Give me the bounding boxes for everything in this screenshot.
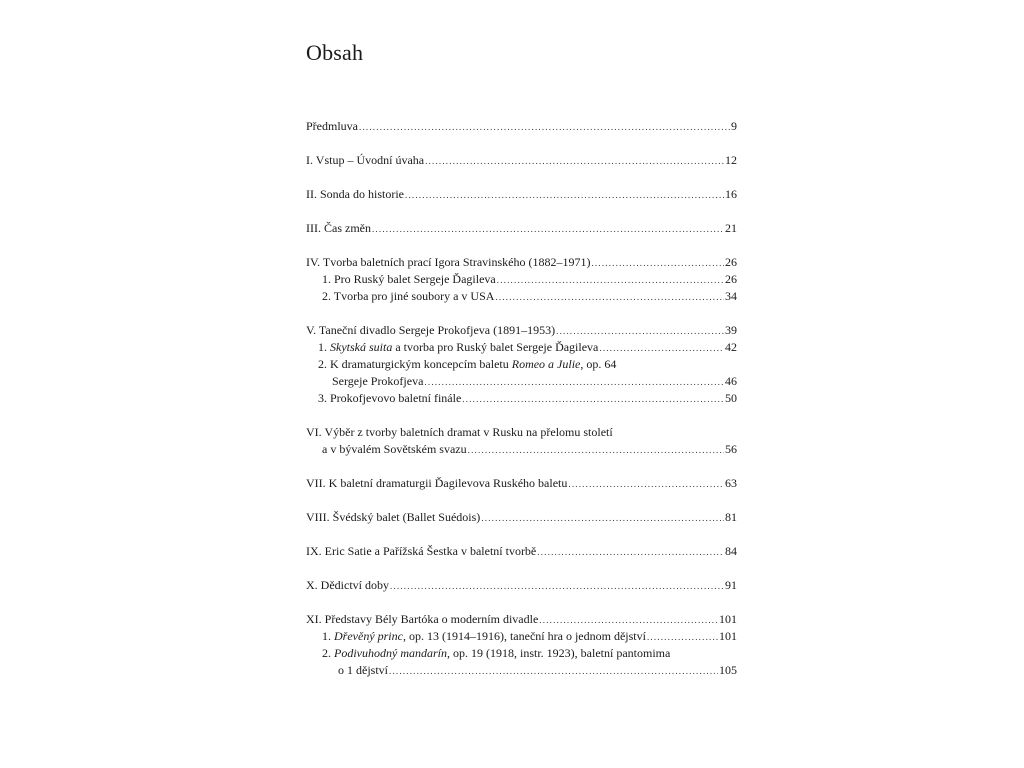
toc-entry-label: XI. Představy Bély Bartóka o moderním divadle	[306, 612, 539, 626]
toc-entry-chapter-6-cont[interactable]	[306, 441, 737, 458]
toc-entry-chapter-7[interactable]	[306, 475, 737, 492]
dot-leader	[591, 255, 724, 272]
dot-leader	[359, 119, 730, 136]
toc-page-number: 63	[725, 476, 737, 490]
dot-leader	[468, 442, 724, 459]
table-of-contents	[306, 118, 737, 679]
toc-entry-prefix: 2.	[322, 646, 334, 660]
toc-entry-label: 3. Prokofjevovo baletní finále	[318, 391, 462, 405]
toc-page-number: 46	[725, 374, 737, 388]
toc-entry-label: II. Sonda do historie	[306, 187, 404, 201]
toc-entry-chapter-4[interactable]	[306, 254, 737, 271]
toc-entry-label: Předmluva	[306, 119, 358, 133]
toc-page-number: 50	[725, 391, 737, 405]
toc-entry-rest: , op. 64	[580, 357, 617, 371]
toc-entry-label: a v bývalém Sovětském svazu	[322, 442, 467, 456]
toc-page-number: 26	[725, 255, 737, 269]
toc-entry-label: III. Čas změn	[306, 221, 371, 235]
toc-entry-work-title: Podivuhodný mandarín	[334, 646, 447, 660]
toc-page-number: 16	[725, 187, 737, 201]
toc-entry-label	[322, 645, 670, 662]
toc-entry-label: IX. Eric Satie a Pařížská Šestka v baletní tvorbě	[306, 544, 537, 558]
toc-entry-predmluva[interactable]	[306, 118, 737, 135]
toc-entry-chapter-3[interactable]	[306, 220, 737, 237]
toc-entry-label	[322, 628, 646, 645]
toc-entry-work-title: Dřevěný princ	[334, 629, 403, 643]
dot-leader	[568, 476, 724, 493]
toc-page-number: 101	[719, 612, 737, 626]
toc-entry-label: o 1 dějství	[338, 663, 388, 677]
toc-entry-work-title: Romeo a Julie	[511, 357, 581, 371]
toc-page-number: 12	[725, 153, 737, 167]
toc-entry-chapter-6[interactable]	[306, 424, 737, 441]
toc-page-number: 34	[725, 289, 737, 303]
toc-page-number: 91	[725, 578, 737, 592]
toc-entry-label: V. Taneční divadlo Sergeje Prokofjeva (1891–1953)	[306, 323, 556, 337]
toc-entry-label: I. Vstup – Úvodní úvaha	[306, 153, 425, 167]
toc-entry-chapter-5-2-cont[interactable]	[306, 373, 737, 390]
dot-leader	[537, 544, 724, 561]
toc-entry-label: 2. Tvorba pro jiné soubory a v USA	[322, 289, 495, 303]
toc-entry-prefix: 1.	[322, 629, 334, 643]
toc-entry-chapter-11-2-cont[interactable]	[306, 662, 737, 679]
toc-entry-label	[318, 356, 616, 373]
toc-entry-work-title: Skytská suita	[330, 340, 393, 354]
toc-entry-chapter-4-1[interactable]	[306, 271, 737, 288]
toc-entry-rest: , op. 19 (1918, instr. 1923), baletní pantomima	[447, 646, 671, 660]
toc-entry-chapter-11-2[interactable]	[306, 645, 737, 662]
toc-entry-label: VIII. Švédský balet (Ballet Suédois)	[306, 510, 481, 524]
dot-leader	[599, 340, 724, 357]
toc-page-number: 56	[725, 442, 737, 456]
toc-entry-prefix: 1.	[318, 340, 330, 354]
toc-page-number: 105	[719, 663, 737, 677]
toc-entry-chapter-10[interactable]	[306, 577, 737, 594]
toc-entry-rest: , op. 13 (1914–1916), taneční hra o jednom dějství	[402, 629, 646, 643]
toc-page-number: 101	[719, 629, 737, 643]
toc-entry-label: VI. Výběr z tvorby baletních dramat v Rusku na přelomu století	[306, 425, 613, 439]
dot-leader	[389, 663, 718, 680]
toc-entry-chapter-5-2[interactable]	[306, 356, 737, 373]
dot-leader	[481, 510, 724, 527]
dot-leader	[539, 612, 718, 629]
dot-leader	[462, 391, 724, 408]
dot-leader	[372, 221, 724, 238]
dot-leader	[425, 153, 724, 170]
toc-entry-chapter-1[interactable]	[306, 152, 737, 169]
toc-page-number: 9	[731, 119, 737, 133]
toc-entry-label	[318, 339, 598, 356]
toc-page-number: 26	[725, 272, 737, 286]
toc-entry-chapter-4-2[interactable]	[306, 288, 737, 305]
toc-page-number: 84	[725, 544, 737, 558]
page-title: Obsah	[306, 40, 364, 65]
toc-entry-rest: a tvorba pro Ruský balet Sergeje Ďagileva	[392, 340, 599, 354]
toc-entry-chapter-8[interactable]	[306, 509, 737, 526]
dot-leader	[424, 374, 724, 391]
toc-page-number: 21	[725, 221, 737, 235]
toc-entry-label: VII. K baletní dramaturgii Ďagilevova Ruského baletu	[306, 476, 568, 490]
toc-entry-chapter-5-3[interactable]	[306, 390, 737, 407]
toc-entry-label: 1. Pro Ruský balet Sergeje Ďagileva	[322, 272, 496, 286]
dot-leader	[390, 578, 724, 595]
toc-page-number: 39	[725, 323, 737, 337]
dot-leader	[405, 187, 724, 204]
dot-leader	[495, 289, 724, 306]
toc-entry-chapter-11[interactable]	[306, 611, 737, 628]
dot-leader	[556, 323, 724, 340]
toc-entry-chapter-9[interactable]	[306, 543, 737, 560]
dot-leader	[647, 629, 718, 646]
toc-entry-chapter-5-1[interactable]	[306, 339, 737, 356]
toc-entry-chapter-5[interactable]	[306, 322, 737, 339]
toc-entry-chapter-11-1[interactable]	[306, 628, 737, 645]
toc-entry-label: X. Dědictví doby	[306, 578, 389, 592]
toc-page-number: 42	[725, 340, 737, 354]
toc-entry-label: Sergeje Prokofjeva	[332, 374, 424, 388]
toc-page-number: 81	[725, 510, 737, 524]
dot-leader	[497, 272, 724, 289]
toc-entry-prefix: 2. K dramaturgickým koncepcím baletu	[318, 357, 512, 371]
toc-entry-chapter-2[interactable]	[306, 186, 737, 203]
toc-entry-label: IV. Tvorba baletních prací Igora Stravinského (1882–1971)	[306, 255, 591, 269]
